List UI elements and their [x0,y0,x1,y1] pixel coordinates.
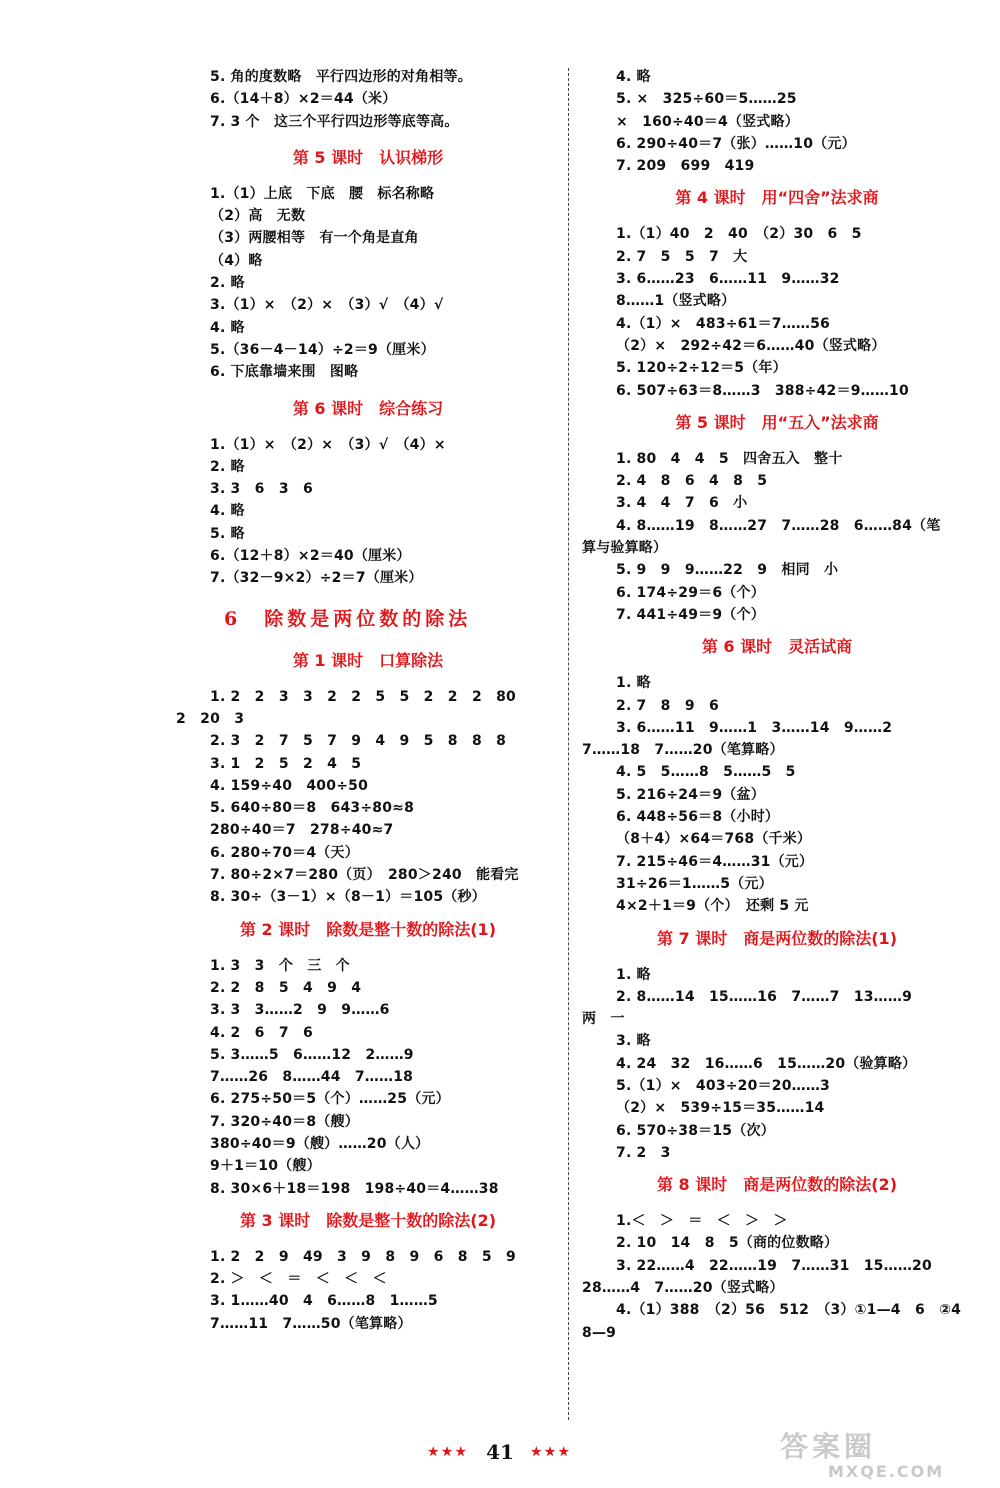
answer-line: 2. 2 8 5 4 9 4 [210,979,362,996]
answer-line: 7. 209 699 419 [616,158,755,175]
spacer [176,169,560,183]
lesson-heading: 第 5 课时 用“五入”法求商 [675,412,879,432]
answer-line: 1. 略 [616,966,651,983]
answer-line: 4.（1）× 483÷61＝7……56 [616,315,830,332]
spacer [582,918,972,928]
answer-line: 1.（1）上底 下底 腰 标名称略 [210,185,435,202]
answer-line: 1. 略 [616,675,651,692]
answer-line: 8—9 [582,1324,617,1341]
answer-line: 4. 略 [616,69,651,85]
answer-line: 2. 8……14 15……16 7……7 13……9 [616,988,913,1005]
spacer [176,941,560,955]
answer-line: 6.（14＋8）×2＝44（米） [210,91,397,108]
answer-line: 1. 2 2 9 49 3 9 8 9 6 8 5 9 [210,1248,516,1265]
answer-line: 8. 30÷（3－1）×（8－1）＝105（秒） [210,889,486,906]
answer-line: （2）× 539÷15＝35……14 [616,1100,825,1117]
answer-line: 7. 320÷40＝8（艘） [210,1113,359,1130]
answer-line: （2）高 无数 [210,208,306,225]
answer-line: 5.（36－4－14）÷2＝9（厘米） [210,341,435,358]
right-column [582,66,972,1344]
answer-line: 5. 3……5 6……12 2……9 [210,1046,414,1063]
answer-line: 5. 角的度数略 平行四边形的对角相等。 [210,69,472,85]
answer-line: 7. 3 个 这三个平行四边形等底等高。 [210,113,459,130]
spacer [582,658,972,672]
left-column [176,66,560,1335]
page-number: 41 [486,1439,514,1464]
answer-line: 4. 2 6 7 6 [210,1024,313,1041]
spacer [582,1164,972,1174]
spacer [582,209,972,223]
answer-line: 6. 290÷40＝7（张）……10（元） [616,135,856,152]
lesson-heading: 第 8 课时 商是两位数的除法(2) [656,1175,898,1195]
answer-line: 6. 448÷56＝8（小时） [616,809,780,826]
answer-line: 4. 159÷40 400÷50 [210,777,369,794]
answer-line: 4. 5 5……8 5……5 5 [616,764,796,781]
answer-line: 1. 2 2 3 3 2 2 5 5 2 2 2 80 [210,688,516,705]
answer-line: 6. 下底靠墙来围 图略 [210,364,359,381]
answer-line: 4. 略 [210,503,245,520]
answer-line: 3. 6……23 6……11 9……32 [616,271,840,288]
spacer [582,177,972,187]
answer-line: 380÷40＝9（艘）……20（人） [210,1135,430,1152]
answer-line: 7. 441÷49＝9（个） [616,606,765,623]
spacer [176,632,560,650]
answer-line: 2. ＞ ＜ ＝ ＜ ＜ ＜ [210,1271,387,1288]
spacer [176,590,560,606]
answer-line: 5. 216÷24＝9（盆） [616,786,765,803]
answer-line: 7. 80÷2×7＝280（页） 280＞240 能看完 [210,867,519,884]
answer-line: 4.（1）388 （2）56 512 （3）①1—4 6 ②4 [616,1302,962,1319]
answer-line: 两 一 [582,1011,625,1028]
answer-line: 2. 7 5 5 7 大 [616,248,748,265]
answer-line: 3. 6……11 9……1 3……14 9……2 [616,719,893,736]
answer-line: 2. 4 8 6 4 8 5 [616,473,768,490]
spacer [582,626,972,636]
answer-line: 5. 9 9 9……22 9 相同 小 [616,562,839,579]
answer-line: 2 20 3 [176,710,245,727]
watermark-logo [780,1432,992,1484]
lesson-heading: 第 7 课时 商是两位数的除法(1) [656,928,898,948]
answer-line: （2）× 292÷42＝6……40（竖式略） [616,337,886,354]
answer-line: 4. 8……19 8……27 7……28 6……84（笔 [616,517,941,534]
spacer [582,402,972,412]
answer-line: 3. 1……40 4 6……8 1……5 [210,1293,438,1310]
answer-line: 2. 略 [210,275,245,292]
answer-line: 4. 24 32 16……6 15……20（验算略） [616,1055,917,1072]
answer-line: 28……4 7……20（竖式略） [582,1280,784,1297]
answer-line: 3. 1 2 5 2 4 5 [210,755,362,772]
answer-line: 2. 略 [210,458,245,475]
answer-line: 280÷40＝7 278÷40≈7 [210,822,394,839]
answer-line: 5. 640÷80＝8 643÷80≈8 [210,800,415,817]
lesson-heading: 第 6 课时 综合练习 [292,398,444,418]
star-icon-right: ★★★ [530,1444,573,1459]
spacer [176,1200,560,1210]
answer-line: 1. 3 3 个 三 个 [210,957,350,974]
answer-line: （4）略 [210,252,263,269]
answer-line: 3. 3 3……2 9 9……6 [210,1002,390,1019]
spacer [176,384,560,398]
answer-line: 3.（1）× （2）× （3）√ （4）√ [210,297,444,314]
chapter-title: 6 除数是两位数的除法 [224,607,472,630]
answer-line: 3. 略 [616,1033,651,1050]
answer-line: 2. 7 8 9 6 [616,697,719,714]
spacer [582,1196,972,1210]
answer-line: 2. 3 2 7 5 7 9 4 9 5 8 8 8 [210,733,507,750]
answer-line: 8……1（竖式略） [616,293,736,310]
lesson-heading: 第 1 课时 口算除法 [292,650,444,670]
answer-line: 1.（1）40 2 40 （2）30 6 5 [616,226,862,243]
spacer [176,1232,560,1246]
lesson-heading: 第 3 课时 除数是整十数的除法(2) [239,1210,497,1230]
answer-line: 1.＜ ＞ ＝ ＜ ＞ ＞ [616,1213,788,1230]
lesson-heading: 第 4 课时 用“四舍”法求商 [675,188,879,208]
lesson-heading: 第 5 课时 认识梯形 [292,147,444,167]
answer-line: 5. × 325÷60＝5……25 [616,91,797,108]
answer-line: 4×2＋1＝9（个） 还剩 5 元 [616,898,809,915]
answer-line: 7. 2 3 [616,1144,671,1161]
answer-line: 6. 507÷63＝8……3 388÷42＝9……10 [616,382,909,399]
spacer [176,133,560,147]
answer-line: 算与验算略） [582,540,668,557]
answer-line: 4. 略 [210,319,245,336]
star-icon-left: ★★★ [427,1444,470,1459]
answer-line: 5.（1）× 403÷20＝20……3 [616,1077,830,1094]
answer-line: 6. 570÷38＝15（次） [616,1122,775,1139]
answer-line: 3. 4 4 7 6 小 [616,495,748,512]
answer-line: 6. 280÷70＝4（天） [210,844,359,861]
column-divider [568,68,569,1420]
spacer [176,909,560,919]
watermark-url: MXQE.COM [828,1462,945,1481]
answer-line: 1. 80 4 4 5 四舍五入 整十 [616,450,843,467]
answer-line: 1.（1）× （2）× （3）√ （4）× [210,436,446,453]
answer-line: 8. 30×6＋18＝198 198÷40＝4……38 [210,1180,499,1197]
spacer [582,950,972,964]
answer-line: 6. 275÷50＝5（个）……25（元） [210,1091,450,1108]
answer-line: 31÷26＝1……5（元） [616,875,773,892]
spacer [582,434,972,448]
answer-line: 7.（32－9×2）÷2＝7（厘米） [210,570,423,587]
answer-line: 9＋1＝10（艘） [210,1158,321,1175]
answer-line: 7……26 8……44 7……18 [210,1069,414,1086]
answer-line: 6. 174÷29＝6（个） [616,584,765,601]
answer-line: 6.（12＋8）×2＝40（厘米） [210,548,411,565]
answer-line: 5. 120÷2÷12＝5（年） [616,360,787,377]
answer-line: 3. 3 6 3 6 [210,481,313,498]
answer-line: 7. 215÷46＝4……31（元） [616,853,814,870]
answer-line: 2. 10 14 8 5（商的位数略） [616,1235,839,1252]
spacer [176,672,560,686]
lesson-heading: 第 6 课时 灵活试商 [701,637,853,657]
answer-line: × 160÷40＝4（竖式略） [616,113,799,130]
answer-line: （8＋4）×64＝768（千米） [616,831,812,848]
answer-line: （3）两腰相等 有一个角是直角 [210,230,419,247]
answer-line: 7……11 7……50（笔算略） [210,1315,412,1332]
answer-line: 5. 略 [210,525,245,542]
lesson-heading: 第 2 课时 除数是整十数的除法(1) [239,919,497,939]
watermark-text: 答案圈 [780,1430,877,1463]
answer-line: 3. 22……4 22……19 7……31 15……20 [616,1257,932,1274]
spacer [176,420,560,434]
answer-line: 7……18 7……20（笔算略） [582,742,784,759]
